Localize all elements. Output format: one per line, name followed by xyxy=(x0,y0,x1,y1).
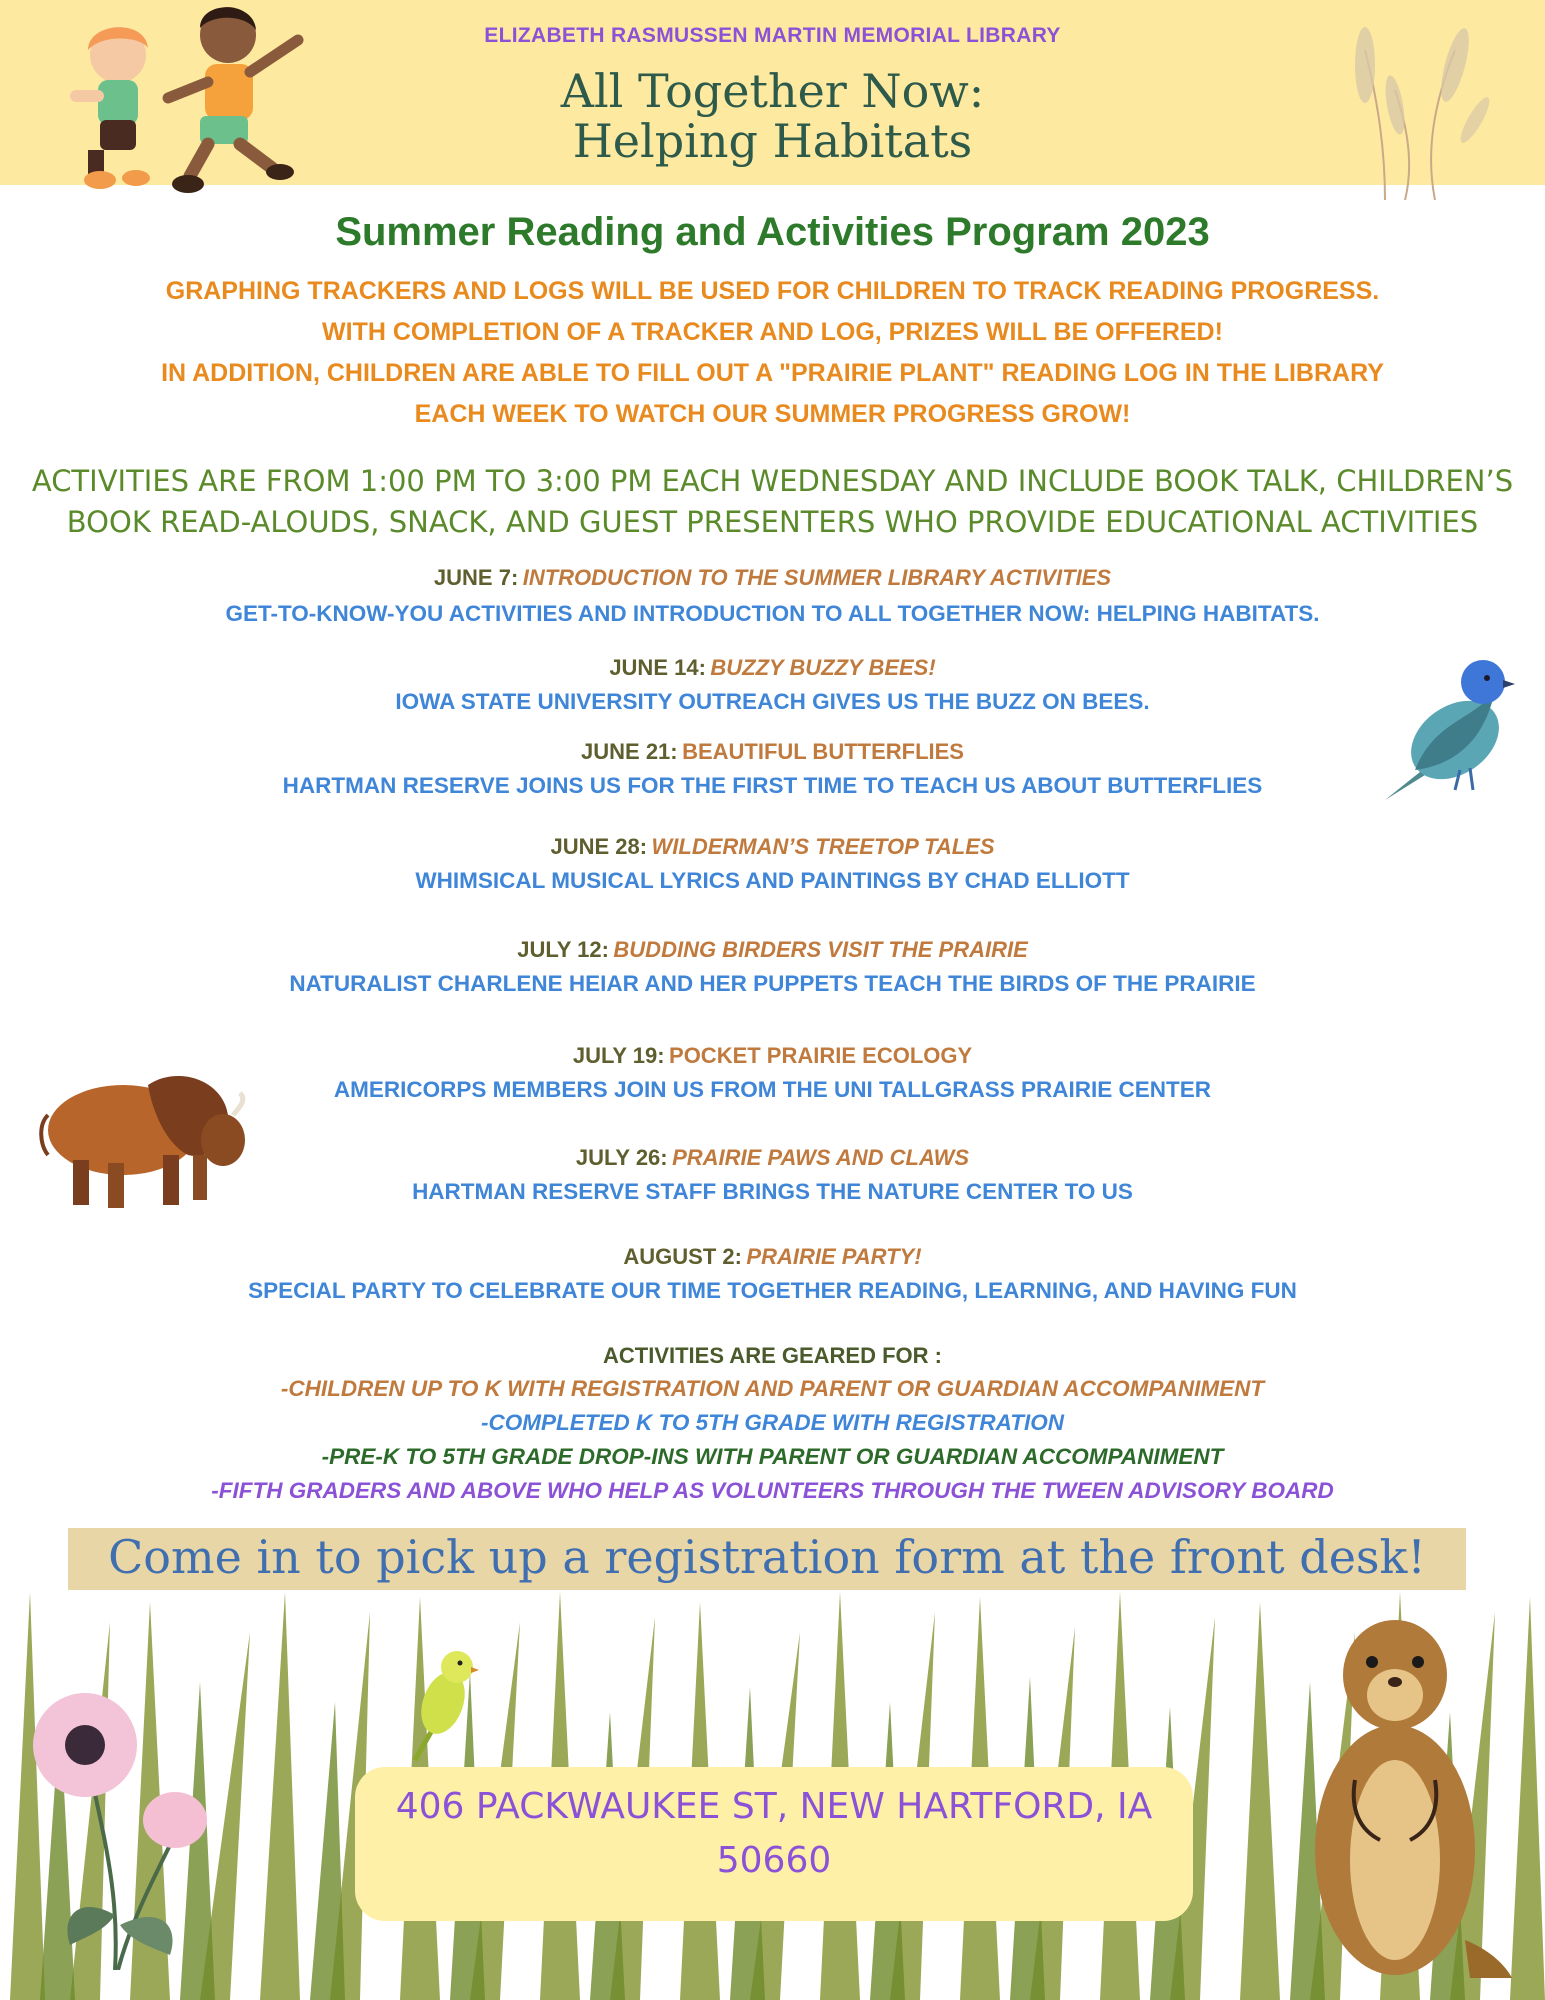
geared-item: -COMPLETED K TO 5TH GRADE WITH REGISTRATION xyxy=(481,1410,1064,1435)
info-line: WITH COMPLETION OF A TRACKER AND LOG, PRIZES WILL BE OFFERED! xyxy=(322,318,1223,346)
schedule-line: ACTIVITIES ARE FROM 1:00 PM TO 3:00 PM EACH WEDNESDAY AND INCLUDE BOOK TALK, CHILDREN’S xyxy=(31,464,1514,498)
event-description: SPECIAL PARTY TO CELEBRATE OUR TIME TOGETHER READING, LEARNING, AND HAVING FUN xyxy=(248,1278,1297,1303)
event-heading xyxy=(0,937,1545,963)
page-title-line2: Helping Habitats xyxy=(572,114,973,168)
page-title-line1: All Together Now: xyxy=(560,64,985,118)
event-title: WILDERMAN’S TREETOP TALES xyxy=(651,834,995,859)
event-heading xyxy=(0,1244,1545,1270)
event-description: AMERICORPS MEMBERS JOIN US FROM THE UNI TALLGRASS PRAIRIE CENTER xyxy=(333,1077,1212,1102)
program-title: Summer Reading and Activities Program 2023 xyxy=(335,210,1210,254)
info-line: EACH WEEK TO WATCH OUR SUMMER PROGRESS GROW! xyxy=(414,400,1131,428)
bison-illustration xyxy=(28,1055,268,1215)
event-description: HARTMAN RESERVE JOINS US FOR THE FIRST TIME TO TEACH US ABOUT BUTTERFLIES xyxy=(282,773,1263,798)
event-heading xyxy=(0,834,1545,860)
event-date: JUNE 21: xyxy=(581,739,678,764)
event-title: POCKET PRAIRIE ECOLOGY xyxy=(669,1043,973,1068)
geared-item: -CHILDREN UP TO K WITH REGISTRATION AND PARENT OR GUARDIAN ACCOMPANIMENT xyxy=(280,1376,1265,1401)
event-date: JUNE 7: xyxy=(433,565,519,590)
event-title: PRAIRIE PARTY! xyxy=(746,1244,922,1269)
info-line: IN ADDITION, CHILDREN ARE ABLE TO FILL OUT A "PRAIRIE PLANT" READING LOG IN THE LIBRARY xyxy=(161,359,1384,387)
geared-heading: ACTIVITIES ARE GEARED FOR : xyxy=(603,1343,942,1368)
geared-item: -PRE-K TO 5TH GRADE DROP-INS WITH PARENT OR GUARDIAN ACCOMPANIMENT xyxy=(321,1444,1224,1469)
event-date: JUNE 28: xyxy=(550,834,648,859)
event-description: HARTMAN RESERVE STAFF BRINGS THE NATURE CENTER TO US xyxy=(412,1179,1133,1204)
event-heading xyxy=(0,565,1545,591)
schedule-line: BOOK READ-ALOUDS, SNACK, AND GUEST PRESENTERS WHO PROVIDE EDUCATIONAL ACTIVITIES xyxy=(66,505,1479,539)
event-title: PRAIRIE PAWS AND CLAWS xyxy=(672,1145,970,1170)
event-heading xyxy=(0,739,1545,765)
event-title: BUDDING BIRDERS VISIT THE PRAIRIE xyxy=(613,937,1028,962)
event-description: IOWA STATE UNIVERSITY OUTREACH GIVES US THE BUZZ ON BEES. xyxy=(395,689,1150,714)
event-title: BUZZY BUZZY BEES! xyxy=(710,655,936,680)
event-date: JULY 26: xyxy=(575,1145,668,1170)
prairie-dog-illustration xyxy=(1300,1600,1515,1980)
address-line1: 406 PACKWAUKEE ST, NEW HARTFORD, IA xyxy=(395,1786,1153,1827)
event-heading xyxy=(0,655,1545,681)
yellow-bird-illustration xyxy=(405,1645,480,1765)
event-description: NATURALIST CHARLENE HEIAR AND HER PUPPETS TEACH THE BIRDS OF THE PRAIRIE xyxy=(289,971,1256,996)
event-date: JUNE 14: xyxy=(609,655,706,680)
event-title: BEAUTIFUL BUTTERFLIES xyxy=(682,739,964,764)
cta-text: Come in to pick up a registration form at the front desk! xyxy=(108,1530,1426,1584)
bluebird-illustration xyxy=(1365,650,1515,815)
event-date: AUGUST 2: xyxy=(623,1244,742,1269)
event-date: JULY 19: xyxy=(572,1043,665,1068)
event-description: GET-TO-KNOW-YOU ACTIVITIES AND INTRODUCTION TO ALL TOGETHER NOW: HELPING HABITATS. xyxy=(225,601,1320,626)
address-line2: 50660 xyxy=(716,1840,832,1881)
geared-item: -FIFTH GRADERS AND ABOVE WHO HELP AS VOLUNTEERS THROUGH THE TWEEN ADVISORY BOARD xyxy=(211,1478,1334,1503)
event-date: JULY 12: xyxy=(517,937,609,962)
event-description: WHIMSICAL MUSICAL LYRICS AND PAINTINGS BY CHAD ELLIOTT xyxy=(415,868,1130,893)
event-title: INTRODUCTION TO THE SUMMER LIBRARY ACTIVITIES xyxy=(522,565,1112,590)
flower-illustration xyxy=(10,1685,230,1970)
info-line: GRAPHING TRACKERS AND LOGS WILL BE USED FOR CHILDREN TO TRACK READING PROGRESS. xyxy=(165,277,1380,305)
library-name: ELIZABETH RASMUSSEN MARTIN MEMORIAL LIBRARY xyxy=(484,24,1061,47)
